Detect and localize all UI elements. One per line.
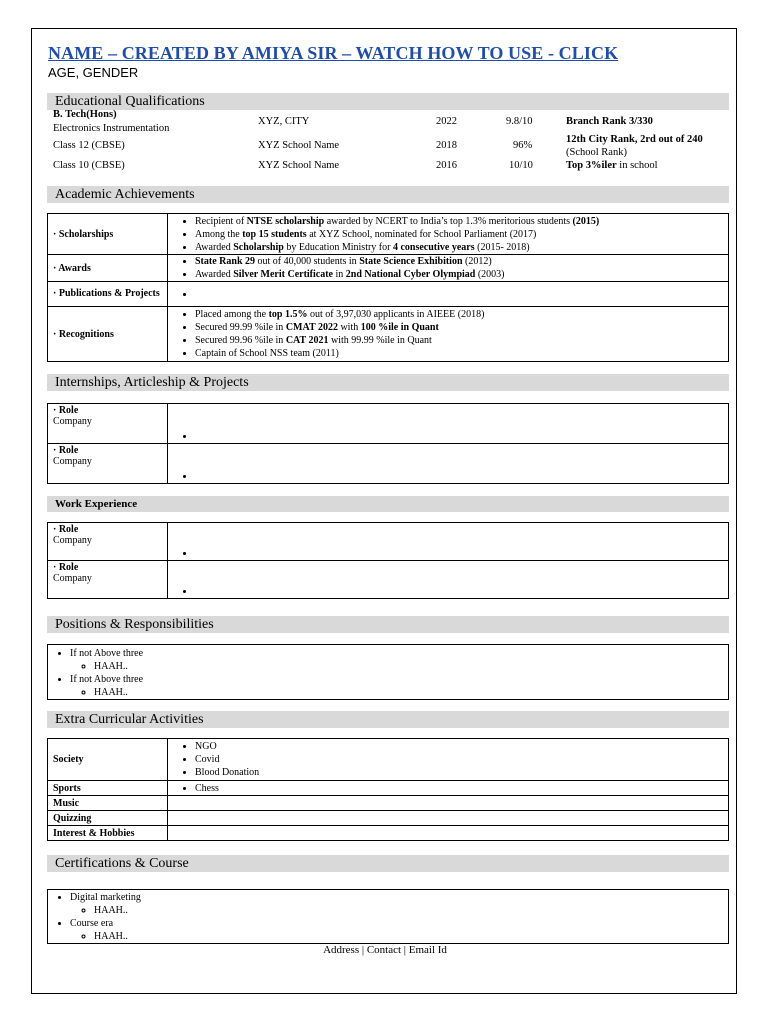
role-details xyxy=(168,444,729,484)
activity-row xyxy=(48,739,729,781)
positions-box xyxy=(47,644,729,700)
list-item: • If not Above three ◦ HAAH.. xyxy=(70,673,728,699)
activity-items xyxy=(168,781,729,796)
institute: XYZ, CITY xyxy=(258,116,310,127)
work-row xyxy=(48,523,729,561)
activity-row xyxy=(48,826,729,841)
company: Company xyxy=(53,573,92,584)
role: · Role xyxy=(53,445,79,456)
role: · Role xyxy=(53,524,79,535)
list-item: • Placed among the top 1.5% out of 3,97,030 applicants in AIEEE (2018) xyxy=(195,308,723,321)
list-item: • Digital marketing ◦ HAAH.. xyxy=(70,891,728,917)
list-item xyxy=(195,430,723,443)
institute: XYZ School Name xyxy=(258,160,340,171)
list-item: • Blood Donation xyxy=(195,766,723,779)
company: Company xyxy=(53,416,92,427)
achievement-row xyxy=(48,255,729,282)
list-item: • Secured 99.99 %ile in CMAT 2022 with 100 %ile in Quant xyxy=(195,321,723,334)
activity-label: Music xyxy=(48,796,168,811)
list-item: • Chess xyxy=(195,782,723,795)
list-item: • Awarded Silver Merit Certificate in 2nd National Cyber Olympiad (2003) xyxy=(195,268,723,281)
row-label: · Awards xyxy=(48,255,168,282)
activity-label: Sports xyxy=(48,781,168,796)
list-item: • Captain of School NSS team (2011) xyxy=(195,347,723,360)
role-cell xyxy=(48,444,168,484)
company: Company xyxy=(53,456,92,467)
row-content xyxy=(168,282,729,307)
work-row xyxy=(48,561,729,599)
sub-list-item: ◦ HAAH.. xyxy=(94,904,728,917)
role-cell xyxy=(48,404,168,444)
remark: 12th City Rank, 2rd out of 240 xyxy=(566,134,703,145)
activity-label: Quizzing xyxy=(48,811,168,826)
company: Company xyxy=(53,535,92,546)
achievements-heading: Academic Achievements xyxy=(47,186,729,203)
institute: XYZ School Name xyxy=(258,140,340,151)
degree: Class 10 (CBSE) xyxy=(53,160,125,171)
activity-items xyxy=(168,826,729,841)
score: 10/10 xyxy=(509,160,533,171)
year: 2016 xyxy=(436,160,457,171)
degree: B. Tech(Hons) xyxy=(53,109,117,120)
contact-footer: Address | Contact | Email Id xyxy=(323,944,447,956)
work-table xyxy=(47,522,729,599)
role-cell xyxy=(48,561,168,599)
list-item: • Covid xyxy=(195,753,723,766)
list-item xyxy=(195,585,723,598)
degree: Class 12 (CBSE) xyxy=(53,140,125,151)
row-content xyxy=(168,214,729,255)
score: 96% xyxy=(513,140,533,151)
list-item xyxy=(195,547,723,560)
internships-table xyxy=(47,403,729,484)
activity-label: Interest & Hobbies xyxy=(48,826,168,841)
row-label: · Publications & Projects xyxy=(48,282,168,307)
role: · Role xyxy=(53,562,79,573)
list-item: • Among the top 15 students at XYZ School, nominated for School Parliament (2017) xyxy=(195,228,723,241)
remark: Branch Rank 3/330 xyxy=(566,116,653,127)
year: 2022 xyxy=(436,116,457,127)
extracurricular-heading: Extra Curricular Activities xyxy=(47,711,729,728)
row-content xyxy=(168,255,729,282)
internship-row xyxy=(48,404,729,444)
list-item xyxy=(195,288,723,301)
activity-items xyxy=(168,796,729,811)
achievements-table xyxy=(47,213,729,362)
sub-list-item: ◦ HAAH.. xyxy=(94,930,728,943)
activity-row xyxy=(48,796,729,811)
role-details xyxy=(168,523,729,561)
achievement-row xyxy=(48,282,729,307)
age-gender: AGE, GENDER xyxy=(48,65,139,80)
row-label: · Recognitions xyxy=(48,307,168,362)
list-item: • State Rank 29 out of 40,000 students in State Science Exhibition (2012) xyxy=(195,255,723,268)
list-item: • Recipient of NTSE scholarship awarded by NCERT to India’s top 1.3% meritorious students (2015) xyxy=(195,215,723,228)
list-item: • NGO xyxy=(195,740,723,753)
resume-page xyxy=(31,28,737,994)
achievement-row xyxy=(48,214,729,255)
row-label: · Scholarships xyxy=(48,214,168,255)
internships-heading: Internships, Articleship & Projects xyxy=(47,374,729,391)
activity-row xyxy=(48,811,729,826)
internship-row xyxy=(48,444,729,484)
work-heading: Work Experience xyxy=(47,496,729,512)
list-item: • Awarded Scholarship by Education Ministry for 4 consecutive years (2015- 2018) xyxy=(195,241,723,254)
remark-sub: (School Rank) xyxy=(566,147,627,158)
activity-label: Society xyxy=(48,739,168,781)
sub-list-item: ◦ HAAH.. xyxy=(94,660,728,673)
remark-bold: Top 3%iler xyxy=(566,160,617,171)
row-content xyxy=(168,307,729,362)
year: 2018 xyxy=(436,140,457,151)
activity-items xyxy=(168,811,729,826)
sub-list-item: ◦ HAAH.. xyxy=(94,686,728,699)
achievement-row xyxy=(48,307,729,362)
certifications-box xyxy=(47,889,729,944)
positions-heading: Positions & Responsibilities xyxy=(47,616,729,633)
certifications-heading: Certifications & Course xyxy=(47,855,729,872)
education-heading: Educational Qualifications xyxy=(47,93,729,110)
remark xyxy=(566,160,658,171)
branch: Electronics Instrumentation xyxy=(53,123,170,134)
role-details xyxy=(168,561,729,599)
list-item: • If not Above three ◦ HAAH.. xyxy=(70,647,728,673)
remark-sub: in school xyxy=(619,160,658,171)
extracurricular-table xyxy=(47,738,729,841)
role-details xyxy=(168,404,729,444)
activity-row xyxy=(48,781,729,796)
role-cell xyxy=(48,523,168,561)
activity-items xyxy=(168,739,729,781)
list-item: • Secured 99.96 %ile in CAT 2021 with 99.99 %ile in Quant xyxy=(195,334,723,347)
list-item: • Course era ◦ HAAH.. xyxy=(70,917,728,943)
list-item xyxy=(195,470,723,483)
name-link[interactable]: NAME – CREATED BY AMIYA SIR – WATCH HOW TO USE - CLICK xyxy=(48,43,619,63)
role: · Role xyxy=(53,405,79,416)
score: 9.8/10 xyxy=(506,116,533,127)
